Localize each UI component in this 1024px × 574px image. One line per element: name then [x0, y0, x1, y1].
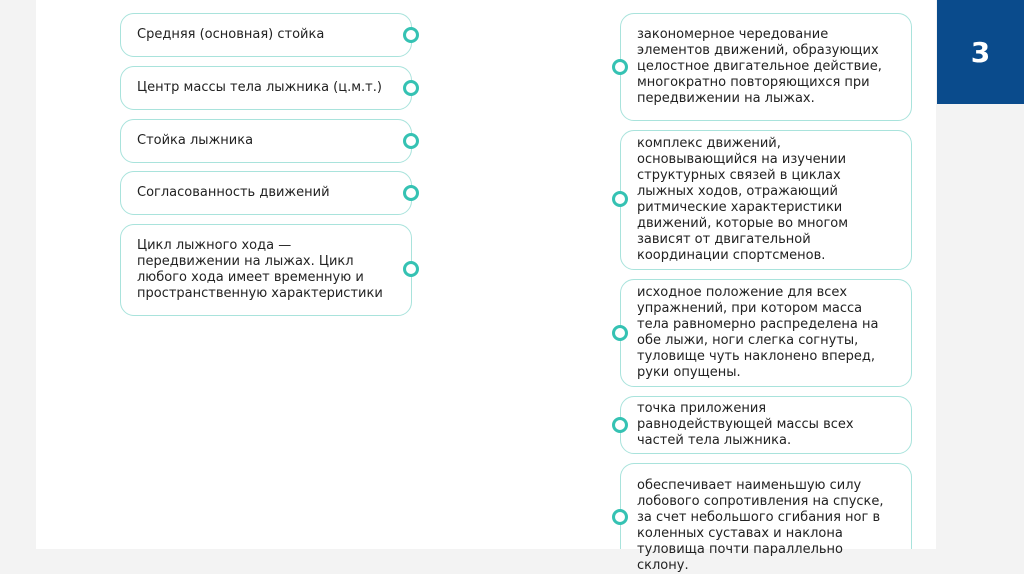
term-connector-2[interactable]: [403, 80, 419, 96]
term-card-4[interactable]: [120, 171, 412, 215]
definition-connector-1[interactable]: [612, 59, 628, 75]
definition-card-3[interactable]: [620, 279, 912, 387]
term-label: Средняя (основная) стойка: [137, 27, 325, 42]
question-number-badge: [937, 0, 1024, 104]
definition-card-4[interactable]: [620, 396, 912, 454]
term-card-2[interactable]: [120, 66, 412, 110]
definition-card-5[interactable]: [620, 463, 912, 573]
definition-connector-4[interactable]: [612, 417, 628, 433]
definition-label: закономерное чередование элементов движений, образующих целостное двигательное действие, многократно повторяющихся при передвижении на лыжах.: [637, 27, 882, 106]
term-connector-4[interactable]: [403, 185, 419, 201]
definition-label: исходное положение для всех упражнений, при котором масса тела равномерно распределена на обе лыжи, ноги слегка согнуты, туловище чуть наклонено вперед, руки опущены.: [637, 285, 879, 380]
term-connector-1[interactable]: [403, 27, 419, 43]
definition-card-2[interactable]: [620, 130, 912, 270]
definition-connector-2[interactable]: [612, 191, 628, 207]
term-card-1[interactable]: [120, 13, 412, 57]
term-label: Центр массы тела лыжника (ц.м.т.): [137, 80, 382, 95]
term-card-3[interactable]: [120, 119, 412, 163]
term-label: Согласованность движений: [137, 185, 330, 200]
term-label: Цикл лыжного хода — передвижении на лыжах. Цикл любого хода имеет временную и пространственную характеристики: [137, 238, 383, 301]
definition-label: обеспечивает наименьшую силу лобового сопротивления на спуске, за счет небольшого сгибания ног в коленных суставах и наклона туловища почти параллельно склону.: [637, 478, 884, 573]
term-card-5[interactable]: [120, 224, 412, 316]
definition-connector-3[interactable]: [612, 325, 628, 341]
term-connector-3[interactable]: [403, 133, 419, 149]
definition-label: точка приложения равнодействующей массы всех частей тела лыжника.: [637, 401, 854, 448]
term-label: Стойка лыжника: [137, 133, 254, 148]
question-number: 3: [970, 35, 991, 69]
definition-connector-5[interactable]: [612, 509, 628, 525]
definition-label: комплекс движений, основывающийся на изучении структурных связей в циклах лыжных ходов, отражающий ритмические характеристики движений, которые во многом зависят от двигательной координации спортсменов.: [637, 136, 849, 263]
term-connector-5[interactable]: [403, 261, 419, 277]
definition-card-1[interactable]: [620, 13, 912, 121]
